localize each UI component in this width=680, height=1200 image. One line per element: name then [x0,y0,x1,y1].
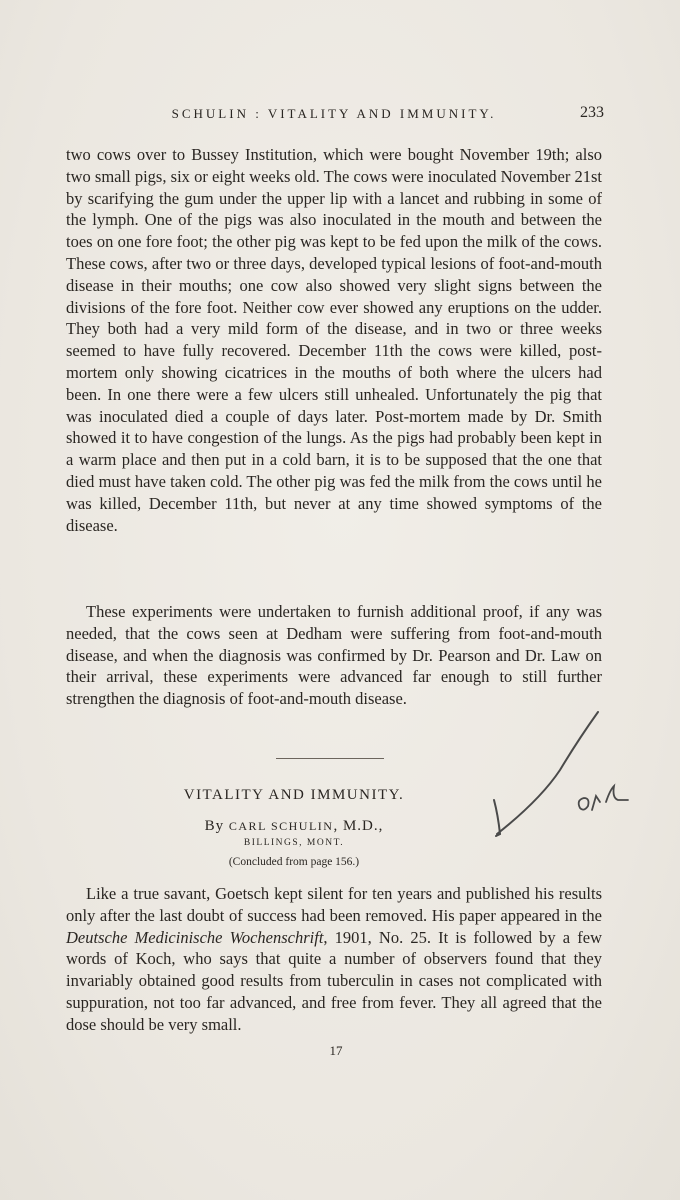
author-location: BILLINGS, MONT. [243,838,345,848]
checkmark-stroke-short [494,800,500,836]
paragraph: two cows over to Bussey Institution, which were bought November 19th; also two small pigs, six or eight weeks old. The cows were inoculated November 21st by scarifying the gum under the upper lip with a lancet and rubbing in some of the lymph. One of the pigs was also inoculated in the mouth and between the toes on one fore foot; the other pig was kept to be fed upon the milk of the cows. These cows, after two or three days, developed typical lesions of foot-and-mouth disease in their mouths; one cow also showed very slight signs between the divisions of the fore foot. Neither cow ever showed any eruptions on the udder. They both had a very mild form of the disease, and in two or three weeks seemed to have fully recovered. December 11th the cows were killed, post-mortem only showing cicatrices in the mouths of both where the ulcers had been. In one there were a few ulcers still unhealed. Unfortunately the pig that was inoculated died a couple of days later. Post-mortem made by Dr. Smith showed it to have congestion of the lungs. As the pigs had probably been kept in a warm place and then put in a cold barn, it is to be supposed that the one that died must have taken cold. The other pig was fed the milk from the cows until he was killed, December 11th, but never at any time showed symptoms of the disease. [66,145,602,535]
article-title: VITALITY AND IMMUNITY. [183,787,405,803]
running-head: SCHULIN : VITALITY AND IMMUNITY. [171,106,497,121]
page-number: 233 [580,104,604,121]
margin-scribble [579,786,628,810]
paragraph-text: Like a true savant, Goetsch kept silent for ten years and published his results only after the last doubt of success had been removed. His paper appeared in the [66,884,602,925]
checkmark-stroke-long [497,712,598,834]
author-name: CARL SCHULIN [228,819,334,833]
author-degree: , M.D., [333,818,384,834]
byline-prefix: By [204,818,225,834]
signature-number: 17 [329,1043,343,1058]
journal-title: Deutsche Medicinische Wochenschrift [66,927,324,947]
paragraph-text: , 1901, No. 25. It is followed by a few words of Koch, who says that quite a number of observers found that they invariably obtained good results from tuberculin in cases not complicated with suppuration, not too far advanced, and free from fever. They all agreed that the dose should be very small. [66,927,602,1034]
continuation-note: (Concluded from page 156.) [228,856,360,868]
paragraph: These experiments were undertaken to furnish additional proof, if any was needed, that the cows seen at Dedham were suffering from foot-and-mouth disease, and when the diagnosis was confirmed by Dr. Pearson and Dr. Law on their arrival, these experiments were advanced far enough to still further strengthen the diagnosis of foot-and-mouth disease. [66,602,602,709]
